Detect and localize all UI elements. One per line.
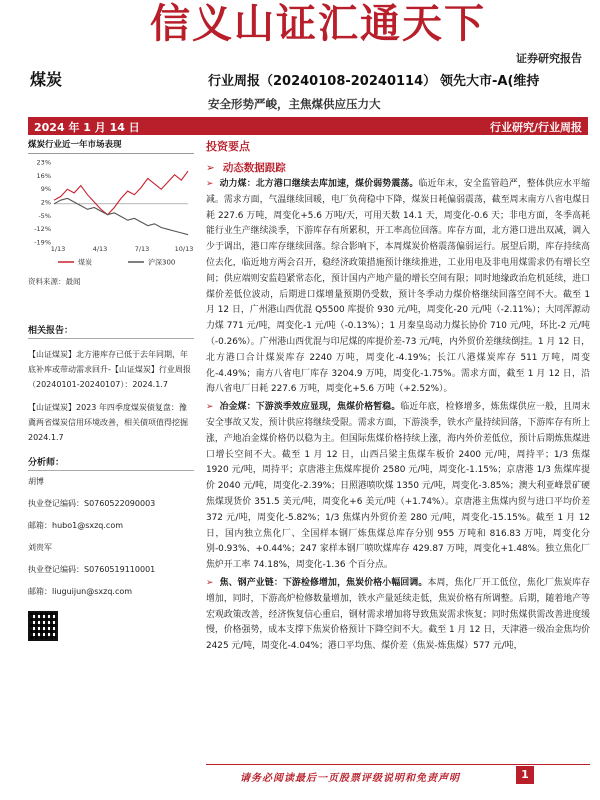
- y-tick-label: 2%: [40, 198, 51, 207]
- paragraph-lead: 动力煤：北方港口继续去库加速，煤价弱势震荡。: [219, 179, 419, 189]
- analyst-name: 刘贵军: [28, 543, 52, 552]
- related-title: 相关报告：: [28, 323, 194, 339]
- arrow-icon: ➢: [206, 179, 214, 189]
- main-content: [206, 136, 590, 655]
- footer-disclaimer: 请务必阅读最后一页股票评级说明和免责声明: [240, 773, 460, 784]
- paragraph-body: 本周，焦化厂开工低位，焦化厂焦炭库存增加，同时，下游高炉检修数量增加，铁水产量延续走低，焦炭价格有所调整。后期，随着地产等宏观政策改善，经济恢复信心重启，钢材需求增加将导致焦炭需求恢复；同时焦煤供需改善进度缓慢，价格强势，成本支撑下焦炭价格预计下降空间不大。截至 1 月 12 日，天津港一级冶金焦均价 2425 元/吨，周变化-4.04%；港口平均焦、煤价差（焦炭-炼焦煤）577 元/吨，: [206, 577, 591, 652]
- report-subtitle: 安全形势严峻，主焦煤供应压力大: [208, 97, 381, 111]
- market-chart-svg: [28, 154, 194, 272]
- paragraph-thermal-coal: [206, 177, 590, 398]
- related-report-2[interactable]: 【山证煤炭】2023 年四季度煤炭债复盘：豫冀两省煤炭信用环境改善，相关债项值得挖掘 2024.1.7: [28, 403, 188, 442]
- report-category: 行业研究/行业周报: [489, 121, 582, 134]
- market-chart: [28, 153, 194, 271]
- analyst-email[interactable]: 邮箱：liuguijun@sxzq.com: [28, 587, 133, 596]
- analyst-name: 胡博: [28, 477, 44, 486]
- arrow-icon: ➢: [206, 162, 215, 174]
- section-title-text: 动态数据跟踪: [222, 162, 286, 174]
- y-tick-label: -12%: [34, 225, 51, 234]
- y-tick-label: 23%: [36, 158, 51, 167]
- y-tick-label: -5%: [38, 211, 51, 220]
- x-tick-label: 10/13: [174, 245, 194, 253]
- brand-banner: [0, 0, 600, 50]
- x-tick-label: 7/13: [134, 245, 150, 253]
- analyst-reg: 执业登记编码：S0760519110001: [28, 565, 156, 574]
- analyst-email[interactable]: 邮箱：hubo1@sxzq.com: [28, 521, 124, 530]
- footer-divider: [206, 764, 590, 765]
- x-tick-label: 4/13: [92, 245, 108, 253]
- highlights-title: 投资要点: [206, 140, 250, 153]
- arrow-icon: ➢: [206, 577, 214, 588]
- arrow-icon: ➢: [206, 402, 214, 413]
- sidebar: [28, 136, 194, 641]
- report-title: 行业周报（20240108-20240114）: [208, 74, 437, 89]
- analyst-block: [28, 471, 194, 603]
- x-tick-label: 1/13: [50, 245, 66, 253]
- series-line-0: [54, 171, 188, 215]
- paragraph-coke-steel: [206, 576, 590, 655]
- section-title: [206, 160, 590, 175]
- chart-source: 资料来源：最闻: [28, 277, 81, 286]
- analyst-title: 分析师：: [28, 455, 194, 471]
- brand-slogan: 信义山证汇通天下: [150, 0, 486, 47]
- paragraph-lead: 冶金煤：下游淡季效应显现，焦煤价格暂稳。: [219, 402, 401, 413]
- legend-label: 煤炭: [78, 258, 92, 267]
- paragraph-body: 临近年底，检修增多，炼焦煤供应一般，且周末安全事故又发，预计供应将继续受限。需求方面，下游淡季，铁水产量持续回落，下游库存有所上涨，产地冶金煤价格仍以稳为主。但国际焦煤价格持续上涨，海内外价差低位，预计后期炼焦煤进口增长空间不大。截至 1 月 12 日，山西吕梁主焦煤车板价 2400 元/吨，周持平；1/3 焦煤 1920 元/吨，周持平；京唐港主焦煤库提价 2580 元/吨，周变化-1.15%；京唐港 1/3 焦煤库提价 2040 元/吨，周变化-2.39%；日照港喷吹煤 1350 元/吨，周变化-3.85%；澳大利亚峰景矿硬焦煤现货价 351.5 美元/吨，周变化+6 美元/吨（+1.74%）。京唐港主焦煤内贸与进口平均价差 372 元/吨，周变化-5.82%；1/3 焦煤内外贸价差 280 元/吨，周变化-15.15%。截至 1 月 12 日，国内独立焦化厂、全国样本钢厂炼焦煤总库存分别 955 万吨和 816.83 万吨，周变化分别-0.93%、+0.44%；247 家样本钢厂喷吹煤库存 429.87 万吨，周变化+1.48%。独立焦化厂焦炉开工率 74.18%，周变化-1.36 个百分点。: [206, 402, 591, 571]
- paragraph-body: 临近年末，安全监管趋严，整体供应水平缩减。需求方面，气温继续回暖，电厂负荷稳中下降，煤炭日耗偏弱震荡，截至周末南方八省电煤日耗 227.6 万吨，周变化+5.6 万吨/天，可用天数 14.1 天，周变化-0.6 天；非电方面，冬季高耗能行业生产继续淡季，下游库存有所累积，开工率高位回落。库存方面，北方港口进出双减，调入少于调出，港口库存继续回落。综合影响下，本周煤炭价格震荡偏弱运行。展望后期，库存持续高位去化，临近地方两会召开，稳经济政策措施预计继续推进，工业用电及非电用煤需求仍有增长空间；供应端则安监趋紧常态化，预计国内产地产量的增长空间有限；同时地缘政治危机延续，进口煤价差低位波动，后期进口煤增量预期仍受数，预计冬季动力煤价格继续回落空间不大。截至 1 月 12 日，广州港山西优混 Q5500 库提价 930 元/吨，周变化-20 元/吨（-2.11%）；大同浑源动力煤 771 元/吨，周变化-1 元/吨（-0.13%）；1 月秦皇岛动力煤长协价 710 元/吨，环比-2 元/吨（-0.26%）。广州港山西优混与印尼煤的库提价差-73 元/吨，内外贸价差继续倒挂。1 月 12 日，北方港口合计煤炭库存 2240 万吨，周变化-4.19%；长江八港煤炭库存 511 万吨，周变化-4.49%；南方八省电厂库存 3204.9 万吨，周变化-1.75%。需求方面，截至 1 月 12 日，沿海八省电厂日耗 227.6 万吨，周变化+5.6 万吨（+2.52%）。: [206, 179, 590, 395]
- date-bar: [28, 117, 588, 135]
- industry-title: 煤炭: [30, 70, 63, 89]
- report-date: 2024 年 1 月 14 日: [34, 121, 140, 134]
- y-tick-label: -19%: [34, 238, 51, 247]
- related-report-1[interactable]: 【山证煤炭】北方港库存已低于去年同期，年底补库或带动需求回升-【山证煤炭】行业周报（20240101-20240107）：2024.1.7: [28, 350, 191, 389]
- analyst-reg: 执业登记编码：S0760522090003: [28, 499, 156, 508]
- y-tick-label: 9%: [40, 185, 51, 194]
- paragraph-coking-coal: [206, 400, 590, 574]
- report-type: 证券研究报告: [516, 52, 582, 65]
- paragraph-lead: 焦、钢产业链：下游检修增加，焦炭价格小幅回调。: [219, 577, 428, 588]
- rating: 领先大市-A(维持: [440, 74, 540, 89]
- y-tick-label: 16%: [36, 171, 51, 180]
- chart-title: 煤炭行业近一年市场表现: [28, 140, 122, 150]
- qr-code-icon[interactable]: [28, 611, 58, 641]
- legend-label: 沪深300: [148, 258, 176, 267]
- page-number: 1: [516, 766, 534, 784]
